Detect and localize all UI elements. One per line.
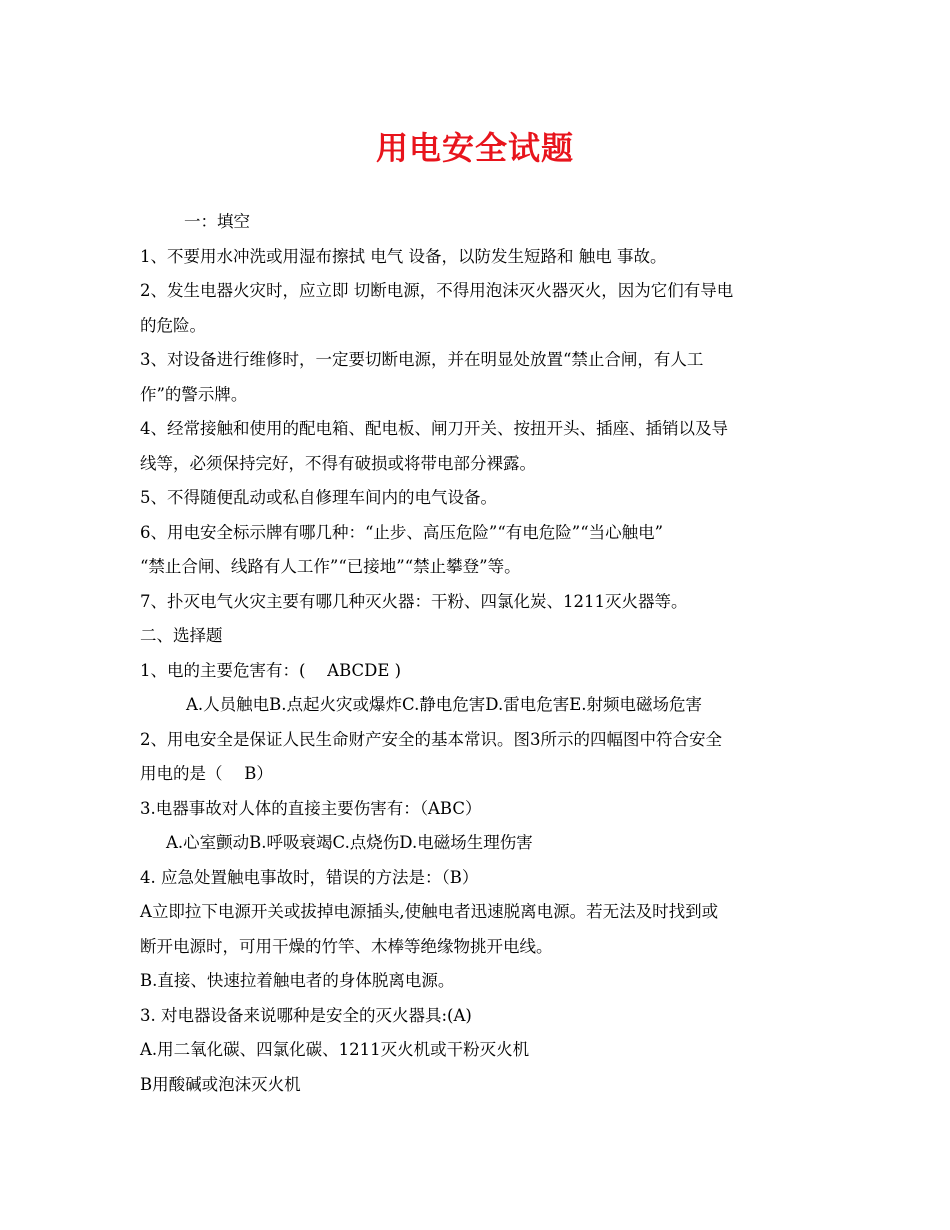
document-body	[140, 205, 815, 1102]
choice-question-1: 1、电的主要危害有：( ABCDE )	[140, 660, 402, 680]
fill-in-item-1: 1、不要用水冲洗或用湿布擦拭 电气 设备，以防发生短路和 触电 事故。	[140, 246, 667, 266]
choice-question-4-option-a: A立即拉下电源开关或拔掉电源插头,使触电者迅速脱离电源。若无法及时找到或	[140, 902, 719, 921]
document-title: 用电安全试题	[375, 129, 574, 167]
section-heading-choice: 二、选择题	[140, 626, 223, 645]
choice-question-3: 3.电器事故对人体的直接主要伤害有：（ABC）	[140, 798, 482, 818]
choice-question-2-cont: 用电的是（ B）	[140, 764, 273, 783]
section-heading-fill-in: 一：填空	[184, 212, 250, 231]
choice-question-1-options: A.人员触电B.点起火灾或爆炸C.静电危害D.雷电危害E.射频电磁场危害	[186, 695, 702, 714]
fill-in-item-3: 3、对设备进行维修时，一定要切断电源，并在明显处放置“禁止合闸，有人工	[140, 350, 704, 369]
choice-question-4-option-a-cont: 断开电源时，可用干燥的竹竿、木棒等绝缘物挑开电线。	[140, 936, 553, 956]
fill-in-item-3-cont: 作”的警示牌。	[140, 384, 248, 404]
fill-in-item-2-cont: 的危险。	[140, 315, 206, 335]
fill-in-item-4: 4、经常接触和使用的配电箱、配电板、闸刀开关、按扭开头、插座、插销以及导	[140, 419, 728, 438]
choice-question-5-option-b: B用酸碱或泡沫灭火机	[140, 1074, 301, 1094]
choice-question-4: 4. 应急处置触电事故时，错误的方法是：（B）	[140, 867, 479, 887]
fill-in-item-4-cont: 线等，必须保持完好，不得有破损或将带电部分裸露。	[140, 453, 536, 473]
choice-question-4-option-b: B.直接、快速拉着触电者的身体脱离电源。	[140, 971, 455, 990]
fill-in-item-6-cont: “禁止合闸、线路有人工作”“已接地”“禁止攀登”等。	[140, 557, 521, 576]
fill-in-item-5: 5、不得随便乱动或私自修理车间内的电气设备。	[140, 488, 497, 507]
fill-in-item-7: 7、扑灭电气火灾主要有哪几种灭火器：干粉、四氯化炭、1211灭火器等。	[140, 591, 688, 611]
fill-in-item-2: 2、发生电器火灾时，应立即 切断电源，不得用泡沫灭火器灭火，因为它们有导电	[140, 281, 734, 300]
choice-question-3-options: A.心室颤动B.呼吸衰竭C.点烧伤D.电磁场生理伤害	[166, 833, 533, 852]
choice-question-5-option-a: A.用二氧化碳、四氯化碳、1211灭火机或干粉灭火机	[140, 1040, 530, 1059]
fill-in-item-6: 6、用电安全标示牌有哪几种：“止步、高压危险”“有电危险”“当心触电”	[140, 522, 664, 542]
choice-question-2: 2、用电安全是保证人民生命财产安全的基本常识。图3所示的四幅图中符合安全	[140, 729, 722, 749]
choice-question-5: 3. 对电器设备来说哪种是安全的灭火器具:(A)	[140, 1005, 472, 1025]
